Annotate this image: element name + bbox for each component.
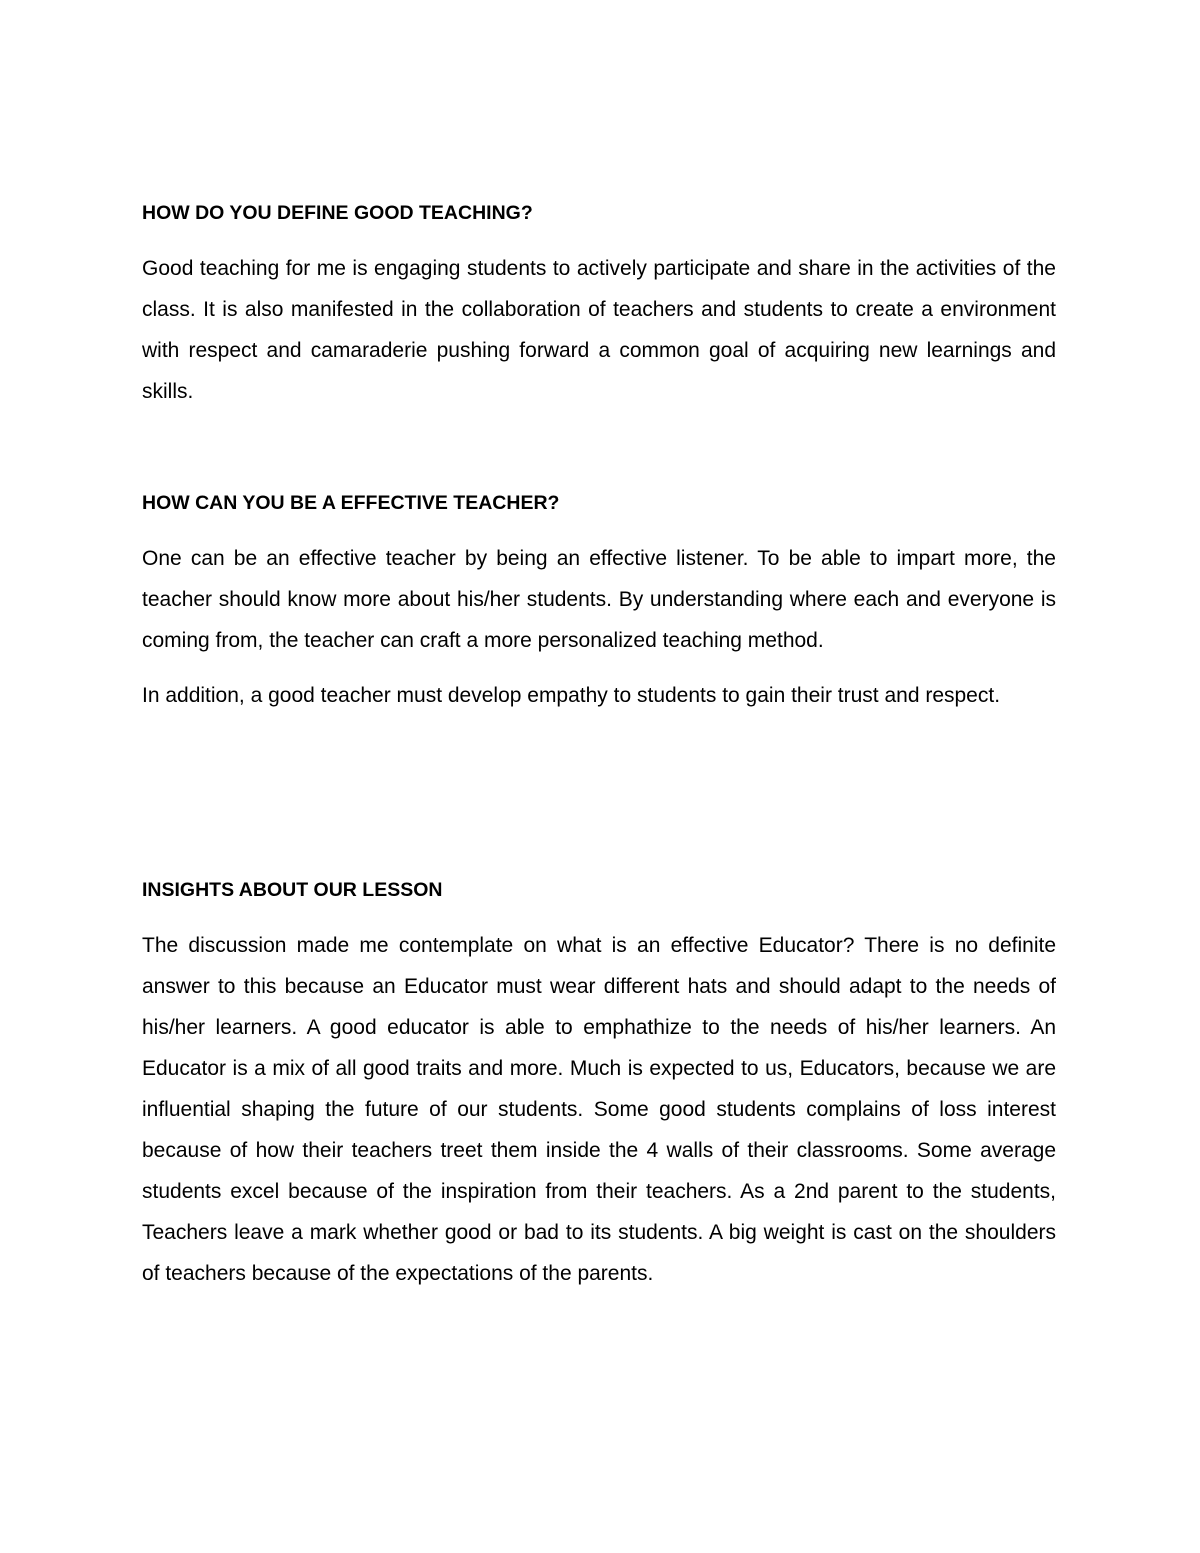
section-paragraph: The discussion made me contemplate on what is an effective Educator? There is no definite answer to this because an Educator must wear different hats and should adapt to the needs of his/her learners. A good educator is able to emphathize to the needs of his/her learners. An Educator is a mix of all good traits and more. Much is expected to us, Educators, because we are influential shaping the future of our students. Some good students complains of loss interest because of how their teachers treet them inside the 4 walls of their classrooms. Some average students excel because of the inspiration from their teachers. As a 2nd parent to the students, Teachers leave a mark whether good or bad to its students. A big weight is cast on the shoulders of teachers because of the expectations of the parents. [142,934,1056,1285]
section-paragraph: In addition, a good teacher must develop empathy to students to gain their trust and respect. [142,684,1001,707]
section-heading: HOW CAN YOU BE A EFFECTIVE TEACHER? [142,492,560,514]
section-effective-teacher [142,483,1056,716]
section-heading: INSIGHTS ABOUT OUR LESSON [142,879,443,901]
section-paragraph: Good teaching for me is engaging students to actively participate and share in the activities of the class. It is also manifested in the collaboration of teachers and students to create a environment with respect and camaraderie pushing forward a common goal of acquiring new learnings and skills. [142,257,1056,403]
section-paragraph: One can be an effective teacher by being an effective listener. To be able to impart more, the teacher should know more about his/her students. By understanding where each and everyone is coming from, the teacher can craft a more personalized teaching method. [142,547,1056,652]
section-heading: HOW DO YOU DEFINE GOOD TEACHING? [142,202,533,224]
section-define-good-teaching [142,193,1056,412]
section-insights-lesson [142,870,1056,1294]
